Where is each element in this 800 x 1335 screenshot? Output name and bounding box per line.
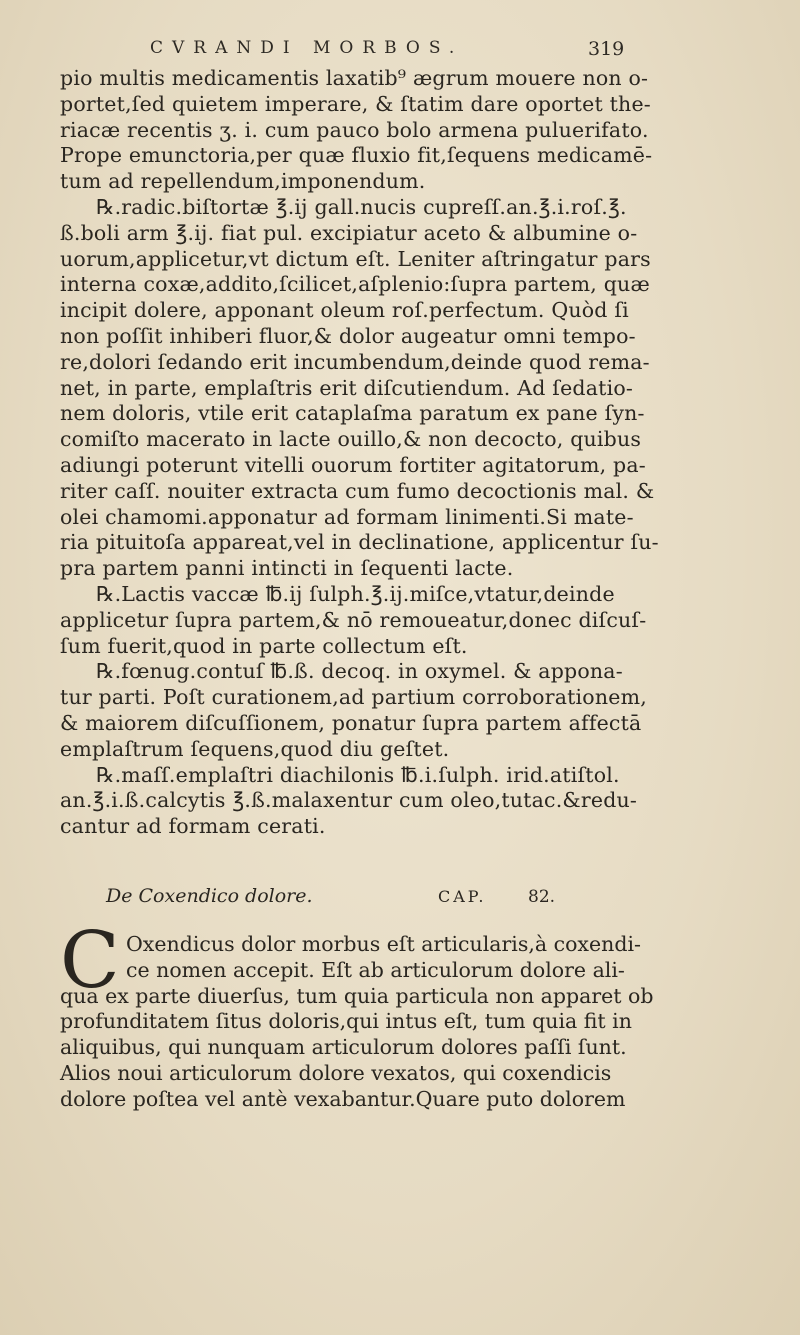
text-line: cantur ad formam cerati.: [60, 814, 326, 839]
recipe-line: ℞.fœnug.contuſ ℔.ß. decoq. in oxymel. & appona-: [96, 659, 623, 684]
chapter-paragraph: [60, 932, 760, 984]
text-line: ria pituitoſa appareat,vel in declinatione, applicentur ſu-: [60, 530, 659, 555]
text-line: olei chamomi.apponatur ad formam linimenti.Si mate-: [60, 504, 634, 529]
text-line: applicetur ſupra partem,& nō remoueatur,donec diſcuſ-: [60, 607, 647, 632]
text-line: dolore poſtea vel antè vexabantur.Quare puto dolorem: [60, 1086, 626, 1111]
text-line: aliquibus, qui nunquam articulorum dolores paſſi ſunt.: [60, 1035, 627, 1060]
text-line: Prope emunctoria,per quæ fluxio fit,ſequens medicamē-: [60, 143, 653, 168]
text-line: pio multis medicamentis laxatib⁹ ægrum mouere non o-: [60, 66, 649, 90]
text-line: non poſſit inhiberi fluor,& dolor augeatur omni tempo-: [60, 323, 636, 348]
text-line: interna coxæ,addito,ſcilicet,aſplenio:ſupra partem, quæ: [60, 272, 650, 297]
text-line: net, in parte, emplaſtris erit diſcutiendum. Ad ſedatio-: [60, 375, 634, 400]
chapter-body: [60, 916, 760, 1113]
text-line: Oxendicus dolor morbus eſt articularis,à coxendi-: [126, 932, 641, 956]
text-line: pra partem panni intincti in ſequenti lacte.: [60, 556, 514, 581]
text-line: emplaſtrum ſequens,quod diu geſtet.: [60, 736, 450, 761]
text-line: tum ad repellendum,imponendum.: [60, 169, 426, 194]
running-head: CVRANDI MORBOS.: [150, 38, 464, 58]
chapter-title: De Coxendico dolore.: [106, 885, 313, 907]
body-text: [60, 66, 750, 840]
text-line: ce nomen accepit. Eſt ab articulorum dolore ali-: [126, 957, 625, 982]
text-line: an.℥.i.ß.calcytis ℥.ß.malaxentur cum oleo,tutac.&redu-: [60, 788, 638, 813]
text-line: nem doloris, vtile erit cataplaſma paratum ex pane ſyn-: [60, 401, 645, 426]
text-line: re,dolori ſedando erit incumbendum,deinde quod rema-: [60, 349, 650, 374]
text-line: qua ex parte diuerſus, tum quia particula non apparet ob: [60, 983, 654, 1008]
chapter-label: CAP.: [438, 887, 487, 906]
text-line: portet,ſed quietem imperare, & ſtatim dare oportet the-: [60, 91, 651, 116]
text-line: incipit dolere, apponant oleum roſ.perfectum. Quòd ſi: [60, 298, 629, 323]
text-line: uorum,applicetur,vt dictum eſt. Leniter aſtringatur pars: [60, 246, 651, 271]
chapter-heading: [0, 885, 800, 915]
text-line: riter caſſ. nouiter extracta cum fumo decoctionis mal. &: [60, 478, 655, 503]
text-line: & maiorem diſcuſſionem, ponatur ſupra partem affectā: [60, 710, 642, 735]
recipe-line: ℞.maſſ.emplaſtri diachilonis ℔.i.ſulph. irid.atiſtol.: [96, 762, 620, 787]
page-number: 319: [588, 38, 625, 60]
text-line: tur parti. Poſt curationem,ad partium corroborationem,: [60, 685, 647, 710]
text-line: ſum fuerit,quod in parte collectum eſt.: [60, 633, 468, 658]
text-line: ß.boli arm ℥.ij. fiat pul. excipiatur aceto & albumine o-: [60, 220, 638, 245]
text-line: adiungi poterunt vitelli ouorum fortiter agitatorum, pa-: [60, 452, 646, 477]
page-header: [0, 38, 800, 66]
recipe-line: ℞.Lactis vaccæ ℔.ij ſulph.℥.ij.miſce,vtatur,deinde: [96, 581, 615, 606]
text-line: comiſto macerato in lacte ouillo,& non decocto, quibus: [60, 427, 642, 452]
recipe-line: ℞.radic.biſtortæ ℥.ij gall.nucis cupreſſ.an.℥.i.roſ.℥.: [96, 194, 627, 219]
text-line: profunditatem ſitus doloris,qui intus eſt, tum quia fit in: [60, 1009, 632, 1034]
drop-cap: C: [60, 916, 120, 1006]
text-line: riacæ recentis ʒ. i. cum pauco bolo armena puluerifato.: [60, 117, 649, 142]
text-line: Alios noui articulorum dolore vexatos, qui coxendicis: [60, 1060, 612, 1085]
chapter-number: 82.: [528, 887, 556, 907]
